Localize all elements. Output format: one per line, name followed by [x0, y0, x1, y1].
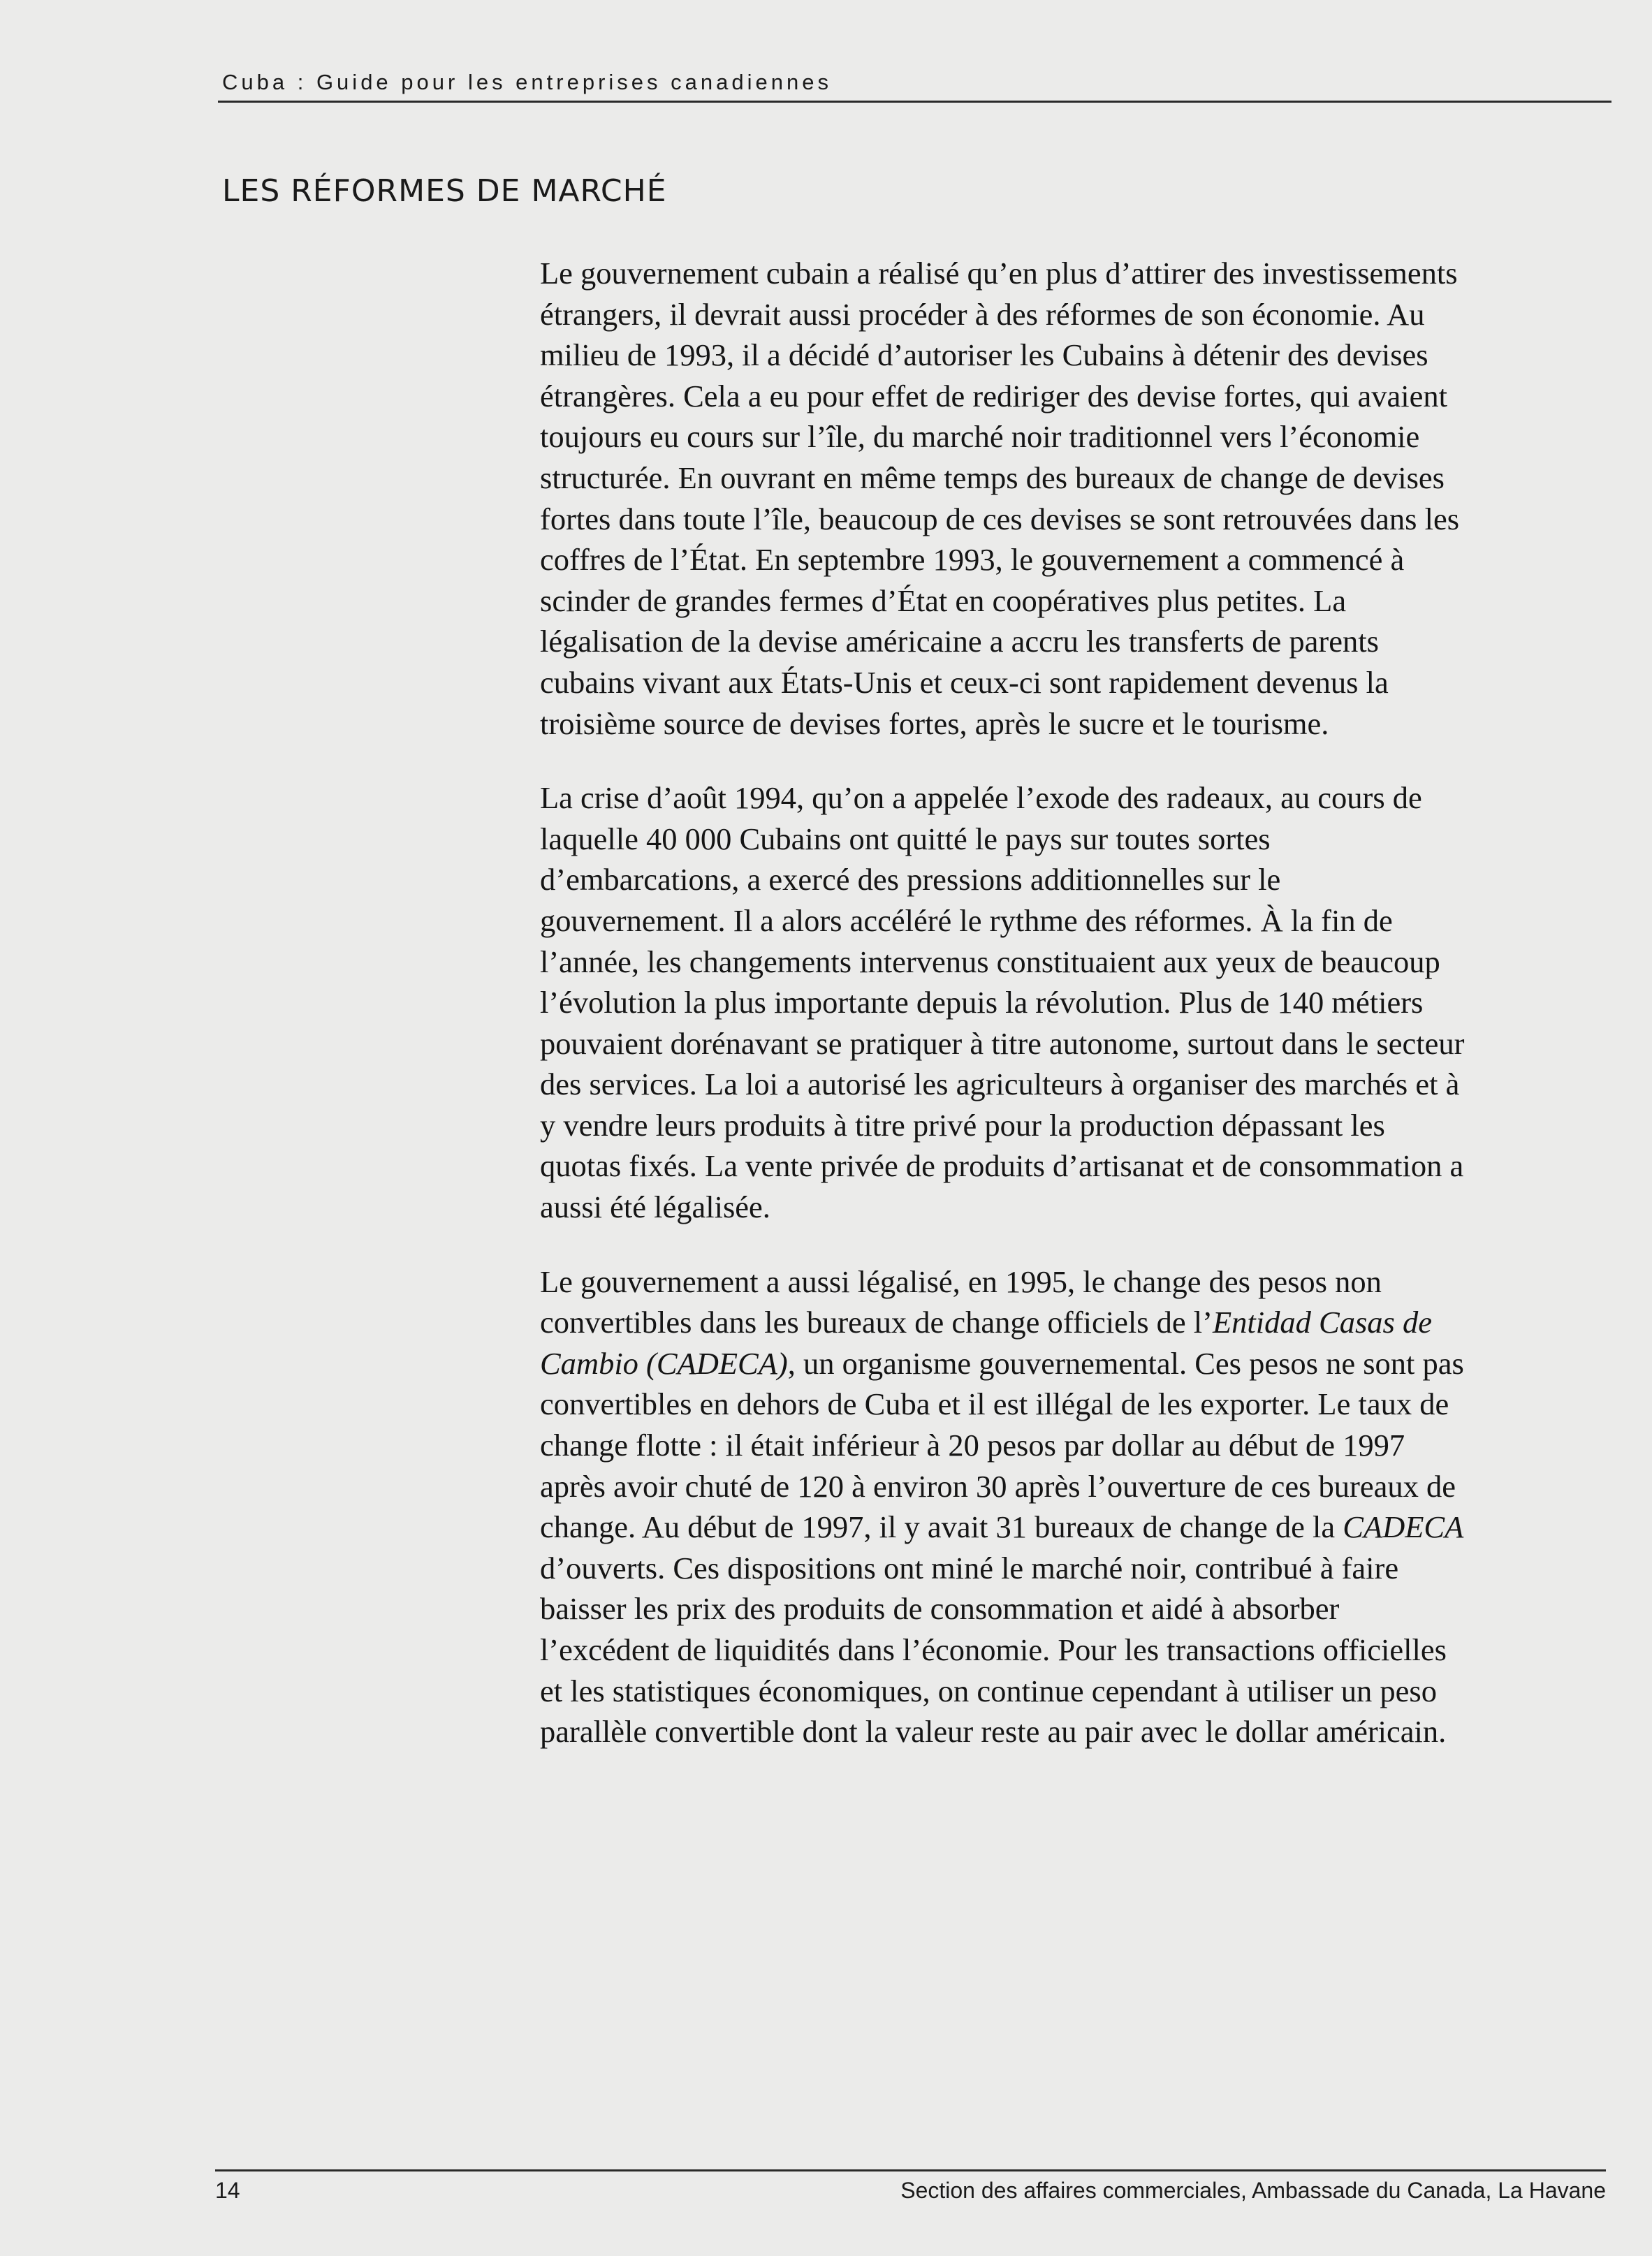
- section-heading: LES RÉFORMES DE MARCHÉ: [222, 173, 667, 209]
- footer-rule: [215, 2169, 1606, 2171]
- footer-text: Section des affaires commerciales, Ambassade du Canada, La Havane: [900, 2178, 1606, 2203]
- running-header: [218, 67, 1611, 103]
- paragraph-3: [540, 1261, 1469, 1752]
- paragraph-3-part-2: , un organisme gouvernemental. Ces pesos ne sont pas convertibles en dehors de Cuba et il est illégal de les exporter. Le taux de change flotte : il était inférieur à 20 pesos par dollar au début de 1997 après avoir chuté de 120 à environ 30 après l’ouverture de ces bureaux de change. Au début de 1997, il y avait 31 bureaux de change de la: [540, 1345, 1464, 1545]
- header-title: Cuba : Guide pour les entreprises canadiennes: [222, 70, 832, 94]
- paragraph-3-part-1: Le gouvernement a aussi légalisé, en 1995, le change des pesos non convertibles dans les bureaux de change officiels de l’: [540, 1263, 1382, 1340]
- paragraph-3-part-3: d’ouverts. Ces dispositions ont miné le marché noir, contribué à faire baisser les prix des produits de consommation et aidé à absorber l’excédent de liquidités dans l’économie. Pour les transactions officielles et les statistiques économiques, on continue cependant à utiliser un peso parallèle convertible dont la valeur reste au pair avec le dollar américain.: [540, 1550, 1447, 1750]
- paragraph-1: Le gouvernement cubain a réalisé qu’en plus d’attirer des investissements étrangers, il devrait aussi procéder à des réformes de son économie. Au milieu de 1993, il a décidé d’autoriser les Cubains à détenir des devises étrangères. Cela a eu pour effet de rediriger des devise fortes, qui avaient toujours eu cours sur l’île, du marché noir traditionnel vers l’économie structurée. En ouvrant en même temps des bureaux de change de devises fortes dans toute l’île, beaucoup de ces devises se sont retrouvées dans les coffres de l’État. En septembre 1993, le gouvernement a commencé à scinder de grandes fermes d’État en coopératives plus petites. La légalisation de la devise américaine a accru les transferts de parents cubains vivant aux États-Unis et ceux-ci sont rapidement devenus la troisième source de devises fortes, après le sucre et le tourisme.: [540, 256, 1460, 741]
- body-text: [540, 253, 1469, 1786]
- paragraph-2: La crise d’août 1994, qu’on a appelée l’exode des radeaux, au cours de laquelle 40 000 Cubains ont quitté le pays sur toutes sortes d’embarcations, a exercé des pressions additionnelles sur le gouvernement. Il a alors accéléré le rythme des réformes. À la fin de l’année, les changements intervenus constituaient aux yeux de beaucoup l’évolution la plus importante depuis la révolution. Plus de 140 métiers pouvaient dorénavant se pratiquer à titre autonome, surtout dans le secteur des services. La loi a autorisé les agriculteurs à organiser des marchés et à y vendre leurs produits à titre privé pour la production dépassant les quotas fixés. La vente privée de produits d’artisanat et de consommation a aussi été légalisée.: [540, 780, 1465, 1225]
- paragraph-3-italic-1: Entidad Casas de Cambio (CADECA): [540, 1305, 1432, 1381]
- page-number: 14: [215, 2178, 240, 2203]
- paragraph-3-italic-2: CADECA: [1343, 1509, 1464, 1545]
